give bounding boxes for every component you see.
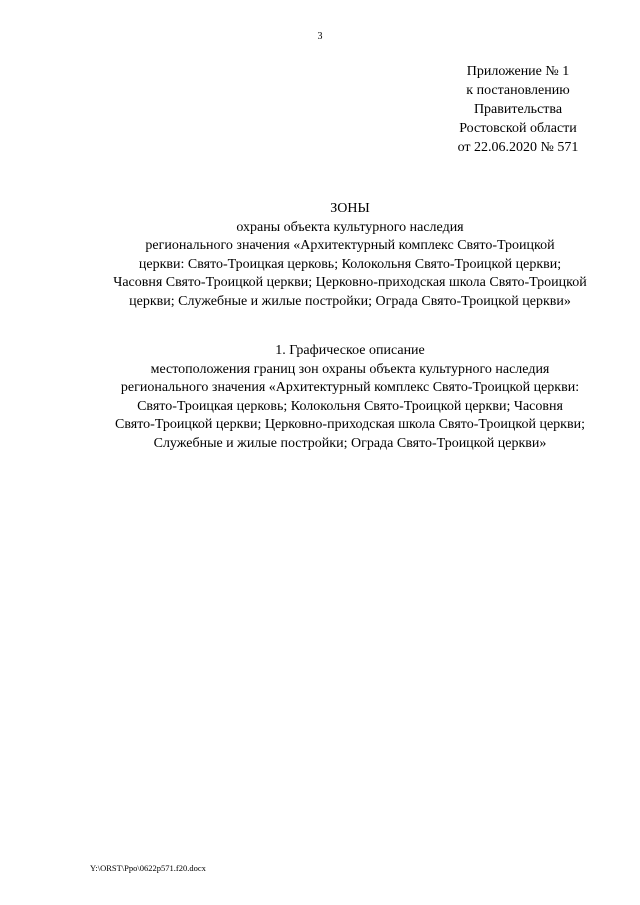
appendix-line: к постановлению: [466, 83, 570, 98]
page-number: 3: [317, 31, 323, 42]
appendix-line: Ростовской области: [459, 121, 577, 136]
title-line: церкви; Служебные и жилые постройки; Ограда Свято-Троицкой церкви»: [129, 293, 571, 309]
section-heading: 1. Графическое описание: [275, 343, 425, 358]
title-line: Часовня Свято-Троицкой церкви; Церковно-приходская школа Свято-Троицкой: [113, 275, 587, 290]
title-line: охраны объекта культурного наследия: [236, 219, 464, 235]
document-title: [40, 200, 640, 311]
title-heading: ЗОНЫ: [330, 201, 370, 216]
section-line: регионального значения «Архитектурный комплекс Свято-Троицкой церкви:: [120, 380, 580, 395]
section-line: Свято-Троицкой церкви; Церковно-приходская школа Свято-Троицкой церкви;: [115, 417, 585, 432]
section-line: местоположения границ зон охраны объекта культурного наследия: [150, 361, 550, 377]
section-line: Свято-Троицкая церковь; Колокольня Свято-Троицкой церкви; Часовня: [137, 398, 563, 414]
title-line: церкви: Свято-Троицкая церковь; Колокольня Свято-Троицкой церкви;: [138, 256, 562, 272]
footer-file-path: Y:\ORST\Ppo\0622p571.f20.docx: [90, 863, 206, 873]
appendix-header: [436, 62, 600, 157]
appendix-line: от 22.06.2020 № 571: [457, 140, 579, 155]
section-line: Служебные и жилые постройки; Ограда Свято-Троицкой церкви»: [153, 435, 547, 451]
appendix-line: Приложение № 1: [466, 64, 570, 79]
appendix-line: Правительства: [473, 102, 563, 117]
section-heading-block: [40, 342, 640, 453]
title-line: регионального значения «Архитектурный комплекс Свято-Троицкой: [145, 238, 555, 253]
